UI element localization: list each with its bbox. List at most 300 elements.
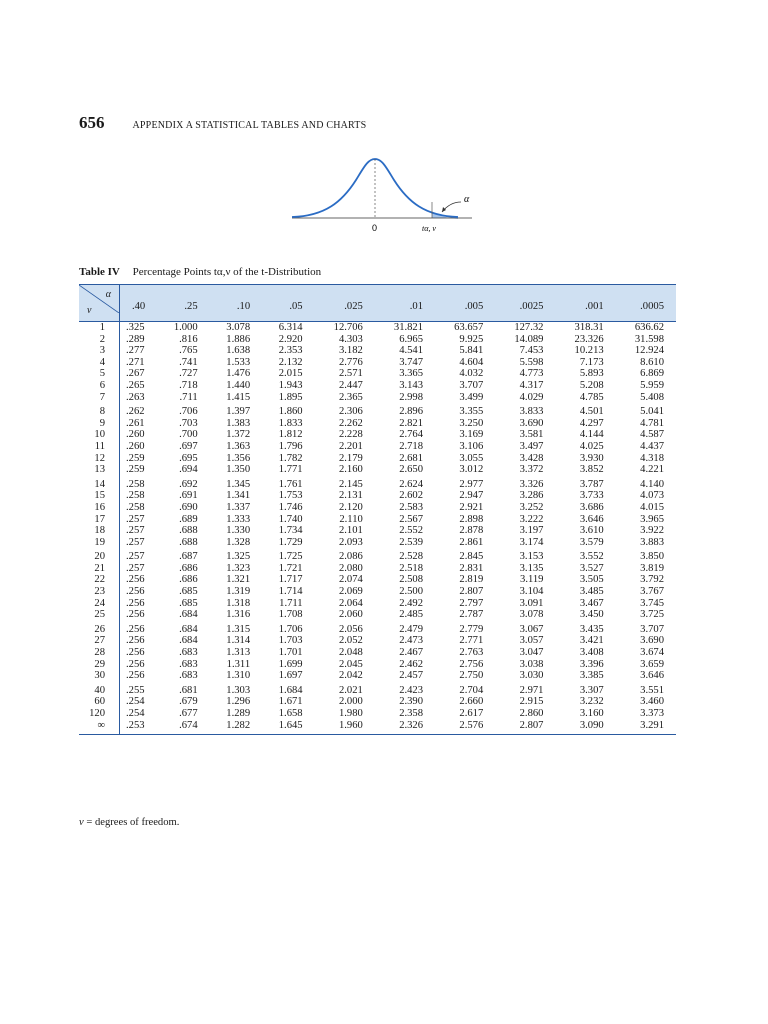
value-cell: 2.052 [338,635,363,647]
value-cell: 1.782 [278,452,303,464]
value-cell: 3.579 [579,536,604,548]
table-row [79,403,676,418]
value-cell: 3.733 [579,490,604,502]
value-cell: 1.363 [226,440,251,452]
value-cell: 4.781 [640,417,664,429]
nu-cell: 29 [79,659,120,671]
table-row [79,453,676,465]
value-cell: 318.31 [574,322,604,333]
value-cell: 3.707 [640,623,664,635]
column-header: .01 [375,285,435,322]
value-cell: 3.182 [338,345,363,357]
value-cell: 3.551 [640,684,664,696]
value-cell: 2.390 [399,696,424,708]
value-cell: 1.697 [278,670,303,682]
nu-cell: 2 [79,334,120,346]
value-cell: .256 [126,658,145,670]
value-cell: 1.943 [278,379,303,391]
alpha-arrowhead [442,207,446,212]
value-cell: 3.067 [519,623,544,635]
table-row [79,609,676,621]
value-cell: .816 [179,333,198,345]
value-cell: 1.833 [278,417,303,429]
nu-cell: 16 [79,502,120,514]
nu-cell: 60 [79,696,120,708]
value-cell: 2.915 [519,696,544,708]
value-cell: .711 [179,391,198,403]
value-cell: .697 [179,440,198,452]
value-cell: 5.959 [640,379,664,391]
value-cell: 3.106 [459,440,484,452]
nu-cell: 30 [79,670,120,682]
value-cell: 2.131 [338,490,363,502]
value-cell: 1.319 [226,586,251,598]
value-cell: 2.457 [399,670,424,682]
value-cell: 4.221 [640,464,664,476]
running-head: APPENDIX A STATISTICAL TABLES AND CHARTS [132,120,367,131]
value-cell: 2.807 [459,586,484,598]
table-row [79,514,676,526]
value-cell: 5.208 [579,379,604,391]
value-cell: 3.922 [640,525,664,537]
value-cell: 1.708 [278,609,303,621]
value-cell: .265 [126,379,145,391]
value-cell: 3.747 [399,356,424,368]
value-cell: 2.624 [399,478,424,490]
value-cell: 2.845 [459,551,484,563]
value-cell: 1.746 [278,501,303,513]
table-row [79,476,676,491]
value-cell: 1.337 [226,501,251,513]
table-row [79,598,676,610]
value-cell: 2.056 [338,623,363,635]
nu-cell: 11 [79,441,120,453]
value-cell: 2.660 [459,696,484,708]
value-cell: 3.222 [519,513,544,525]
value-cell: 3.450 [579,609,604,621]
value-cell: 3.485 [579,586,604,598]
value-cell: 2.860 [519,708,544,719]
value-cell: 1.372 [226,429,251,441]
value-cell: .684 [179,623,198,635]
value-cell: 1.476 [226,368,251,380]
value-cell: 1.671 [278,696,303,708]
value-cell: 3.435 [579,623,604,635]
value-cell: 3.055 [459,452,484,464]
value-cell: 2.093 [338,536,363,548]
zero-label: 0 [372,223,378,233]
table-row [79,720,676,735]
value-cell: 6.965 [399,333,424,345]
table-row [79,670,676,682]
table-row [79,696,676,708]
value-cell: 3.883 [640,536,664,548]
value-cell: 2.080 [338,562,363,574]
value-cell: 3.659 [640,658,664,670]
value-cell: 3.852 [579,464,604,476]
table-row [79,682,676,697]
value-cell: 2.821 [399,417,424,429]
value-cell: 1.658 [278,708,303,719]
table-row [79,708,676,720]
value-cell: 2.878 [459,525,484,537]
value-cell: 1.796 [278,440,303,452]
table-row [79,357,676,369]
footnote-symbol: ν [79,817,84,828]
value-cell: 636.62 [634,322,664,333]
nu-cell: 5 [79,368,120,380]
value-cell: 2.567 [399,513,424,525]
value-cell: 1.328 [226,536,251,548]
nu-cell: 22 [79,574,120,586]
value-cell: 1.356 [226,452,251,464]
value-cell: 3.965 [640,513,664,525]
column-header-row [79,285,676,322]
value-cell: 2.681 [399,452,424,464]
table-row [79,574,676,586]
value-cell: 23.326 [574,333,604,345]
value-cell: .686 [179,574,198,586]
value-cell: 3.232 [579,696,604,708]
value-cell: 2.552 [399,525,424,537]
value-cell: 1.645 [262,720,314,735]
value-cell: .695 [179,452,198,464]
nu-cell: 28 [79,647,120,659]
table-body [79,322,676,735]
value-cell: 1.350 [226,464,251,476]
value-cell: 2.262 [338,417,363,429]
value-cell: 3.930 [579,452,604,464]
value-cell: .256 [126,670,145,682]
nu-cell: 12 [79,453,120,465]
value-cell: 3.307 [579,684,604,696]
value-cell: .681 [179,684,198,696]
corner-nu: ν [87,305,92,317]
table-row [79,586,676,598]
value-cell: 3.505 [579,574,604,586]
value-cell: 3.460 [640,696,664,708]
value-cell: 1.533 [226,356,251,368]
value-cell: .700 [179,429,198,441]
nu-cell: 15 [79,490,120,502]
value-cell: 1.740 [278,513,303,525]
value-cell: 2.326 [375,720,435,735]
value-cell: .261 [126,417,145,429]
value-cell: 63.657 [454,322,484,333]
value-cell: 3.707 [459,379,484,391]
value-cell: .260 [126,440,145,452]
value-cell: 1.729 [278,536,303,548]
value-cell: .263 [126,391,145,403]
nu-cell: 4 [79,357,120,369]
value-cell: 2.807 [495,720,555,735]
value-cell: 3.372 [519,464,544,476]
value-cell: 3.197 [519,525,544,537]
value-cell: .289 [126,333,145,345]
t-distribution-curve-svg [280,140,490,240]
value-cell: .765 [179,345,198,357]
corner-alpha: α [105,289,111,300]
value-cell: 2.101 [338,525,363,537]
footnote-text: = degrees of freedom. [83,817,180,828]
value-cell: 2.718 [399,440,424,452]
value-cell: 4.317 [519,379,544,391]
value-cell: .257 [126,551,145,563]
value-cell: .689 [179,513,198,525]
value-cell: 2.571 [338,368,363,380]
table-row [79,334,676,346]
t-distribution-table [79,284,676,735]
value-cell: 4.318 [640,452,664,464]
value-cell: 3.581 [519,429,544,441]
caption-label: Table IV [79,266,120,278]
nu-cell: 13 [79,464,120,476]
value-cell: 1.701 [278,647,303,659]
value-cell: .259 [126,452,145,464]
value-cell: 1.289 [226,708,251,719]
value-cell: 3.291 [616,720,676,735]
value-cell: .688 [179,536,198,548]
nu-cell: 23 [79,586,120,598]
value-cell: 2.365 [338,391,363,403]
value-cell: 2.776 [338,356,363,368]
value-cell: .258 [126,501,145,513]
table-row [79,429,676,441]
value-cell: 3.725 [640,609,664,621]
value-cell: 3.385 [579,670,604,682]
nu-cell: 8 [79,403,120,418]
value-cell: .256 [126,647,145,659]
column-header: .025 [315,285,375,322]
value-cell: 2.704 [459,684,484,696]
value-cell: .256 [126,635,145,647]
value-cell: 2.074 [338,574,363,586]
value-cell: 2.042 [338,670,363,682]
t-table-container [79,284,676,735]
column-header: .05 [262,285,314,322]
nu-cell: 9 [79,418,120,430]
value-cell: 2.779 [459,623,484,635]
value-cell: 3.135 [519,562,544,574]
column-header: .40 [120,285,158,322]
value-cell: 2.920 [278,333,303,345]
value-cell: 2.447 [338,379,363,391]
value-cell: 3.850 [640,551,664,563]
value-cell: 3.057 [519,635,544,647]
value-cell: .727 [179,368,198,380]
nu-cell: 26 [79,621,120,636]
table-row [79,621,676,636]
value-cell: 1.313 [226,647,251,659]
value-cell: 3.396 [579,658,604,670]
value-cell: 4.140 [640,478,664,490]
value-cell: .741 [179,356,198,368]
value-cell: 2.358 [399,708,424,719]
value-cell: 3.326 [519,478,544,490]
value-cell: 2.797 [459,597,484,609]
value-cell: .677 [179,708,198,719]
value-cell: 2.086 [338,551,363,563]
value-cell: 4.029 [519,391,544,403]
t-distribution-figure [280,140,490,240]
value-cell: 3.408 [579,647,604,659]
table-row [79,418,676,430]
value-cell: 3.365 [399,368,424,380]
column-header: .001 [555,285,615,322]
value-cell: 2.015 [278,368,303,380]
value-cell: 1.734 [278,525,303,537]
value-cell: 4.297 [579,417,604,429]
value-cell: 1.711 [279,597,303,609]
value-cell: 2.069 [338,586,363,598]
table-row [79,647,676,659]
value-cell: .703 [179,417,198,429]
value-cell: 3.646 [579,513,604,525]
value-cell: 3.421 [579,635,604,647]
value-cell: 3.030 [519,670,544,682]
value-cell: 2.353 [278,345,303,357]
value-cell: 3.467 [579,597,604,609]
value-cell: 1.638 [226,345,251,357]
value-cell: 2.896 [399,406,424,418]
value-cell: .258 [126,478,145,490]
value-cell: 3.674 [640,647,664,659]
value-cell: 3.090 [555,720,615,735]
value-cell: 3.160 [579,708,604,719]
value-cell: .694 [179,464,198,476]
value-cell: 4.303 [338,333,363,345]
value-cell: 4.437 [640,440,664,452]
value-cell: .256 [126,574,145,586]
nu-cell: 3 [79,345,120,357]
value-cell: 1.699 [278,658,303,670]
value-cell: 1.311 [226,658,251,670]
value-cell: 2.602 [399,490,424,502]
value-cell: 3.250 [459,417,484,429]
value-cell: 1.321 [226,574,251,586]
nu-cell: 14 [79,476,120,491]
value-cell: 4.541 [399,345,424,357]
value-cell: 3.552 [579,551,604,563]
nu-cell: 7 [79,392,120,404]
caption-text: Percentage Points tα,ν of the t-Distribution [132,266,322,278]
value-cell: .706 [179,406,198,418]
nu-cell: 20 [79,548,120,563]
table-row [79,490,676,502]
value-cell: 3.686 [579,501,604,513]
table-row [79,368,676,380]
nu-cell: 1 [79,322,120,334]
value-cell: 3.767 [640,586,664,598]
value-cell: 4.604 [459,356,484,368]
value-cell: 5.041 [640,406,664,418]
value-cell: .692 [179,478,198,490]
value-cell: 2.617 [459,708,484,719]
value-cell: 3.047 [519,647,544,659]
value-cell: .685 [179,586,198,598]
table-row [79,345,676,357]
value-cell: 12.706 [333,322,363,333]
value-cell: 5.893 [579,368,604,380]
value-cell: 2.462 [399,658,424,670]
value-cell: 14.089 [514,333,544,345]
table-row [79,441,676,453]
nu-cell: 40 [79,682,120,697]
value-cell: .259 [126,464,145,476]
nu-cell: 24 [79,598,120,610]
value-cell: 6.314 [278,322,303,333]
value-cell: 2.971 [519,684,544,696]
value-cell: 2.000 [338,696,363,708]
value-cell: 1.303 [226,684,251,696]
value-cell: 3.078 [226,322,251,333]
value-cell: .683 [179,647,198,659]
value-cell: 1.397 [226,406,251,418]
value-cell: 1.325 [226,551,251,563]
value-cell: .684 [179,635,198,647]
value-cell: 2.492 [399,597,424,609]
value-cell: 1.440 [226,379,251,391]
value-cell: 1.886 [226,333,251,345]
value-cell: 2.306 [338,406,363,418]
nu-cell: 10 [79,429,120,441]
table-row [79,525,676,537]
value-cell: 4.144 [579,429,604,441]
column-header: .0025 [495,285,555,322]
value-cell: 1.753 [278,490,303,502]
value-cell: .256 [126,609,145,621]
value-cell: 2.145 [338,478,363,490]
value-cell: 3.104 [519,586,544,598]
value-cell: .687 [179,551,198,563]
value-cell: 4.501 [579,406,604,418]
value-cell: 31.821 [393,322,424,333]
value-cell: .679 [179,696,198,708]
nu-cell: 6 [79,380,120,392]
nu-cell: ∞ [79,720,120,735]
value-cell: 1.706 [278,623,303,635]
column-header: .10 [210,285,262,322]
value-cell: 127.32 [514,322,544,333]
value-cell: .256 [126,623,145,635]
value-cell: 2.898 [459,513,484,525]
value-cell: 1.315 [226,623,251,635]
table-row [79,380,676,392]
value-cell: 2.045 [338,658,363,670]
value-cell: 4.073 [640,490,664,502]
value-cell: 2.508 [399,574,424,586]
value-cell: 1.761 [278,478,303,490]
value-cell: .683 [179,658,198,670]
value-cell: 2.771 [459,635,484,647]
value-cell: 1.714 [278,586,303,598]
value-cell: 1.296 [226,696,251,708]
value-cell: 1.323 [226,562,251,574]
value-cell: 2.423 [399,684,424,696]
value-cell: 2.467 [399,647,424,659]
value-cell: 3.078 [519,609,544,621]
value-cell: 2.060 [338,609,363,621]
value-cell: 2.861 [459,536,484,548]
value-cell: 1.960 [315,720,375,735]
value-cell: .691 [179,490,198,502]
value-cell: .257 [126,536,145,548]
value-cell: 12.924 [634,345,664,357]
value-cell: 1.314 [226,635,251,647]
nu-cell: 18 [79,525,120,537]
value-cell: 3.153 [519,551,544,563]
footnote [79,817,179,828]
